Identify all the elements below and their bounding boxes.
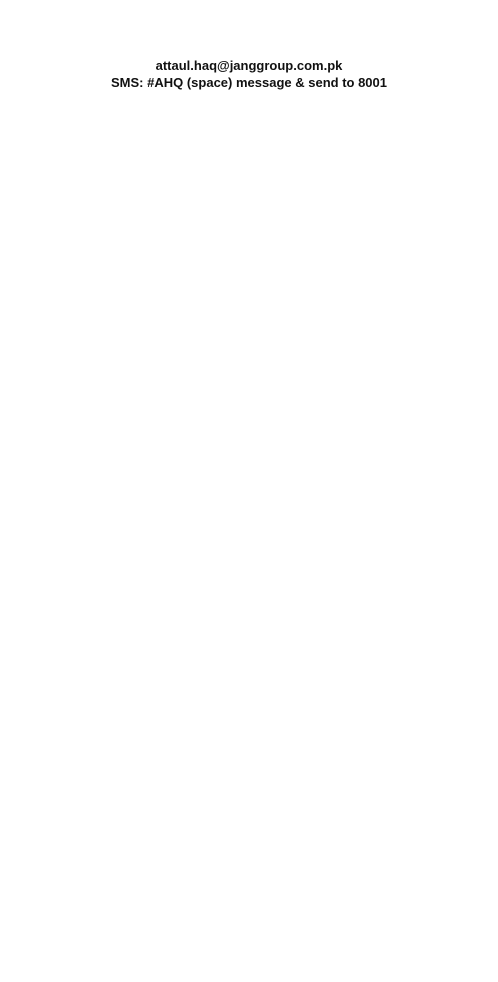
article-body	[10, 97, 488, 925]
column-byline	[10, 38, 488, 57]
headline	[10, 8, 488, 32]
sms-instruction: SMS: #AHQ (space) message & send to 8001	[111, 75, 387, 90]
article-text	[10, 97, 488, 112]
author-email: attaul.haq@janggroup.com.pk	[155, 58, 343, 73]
byline-block	[10, 38, 488, 91]
